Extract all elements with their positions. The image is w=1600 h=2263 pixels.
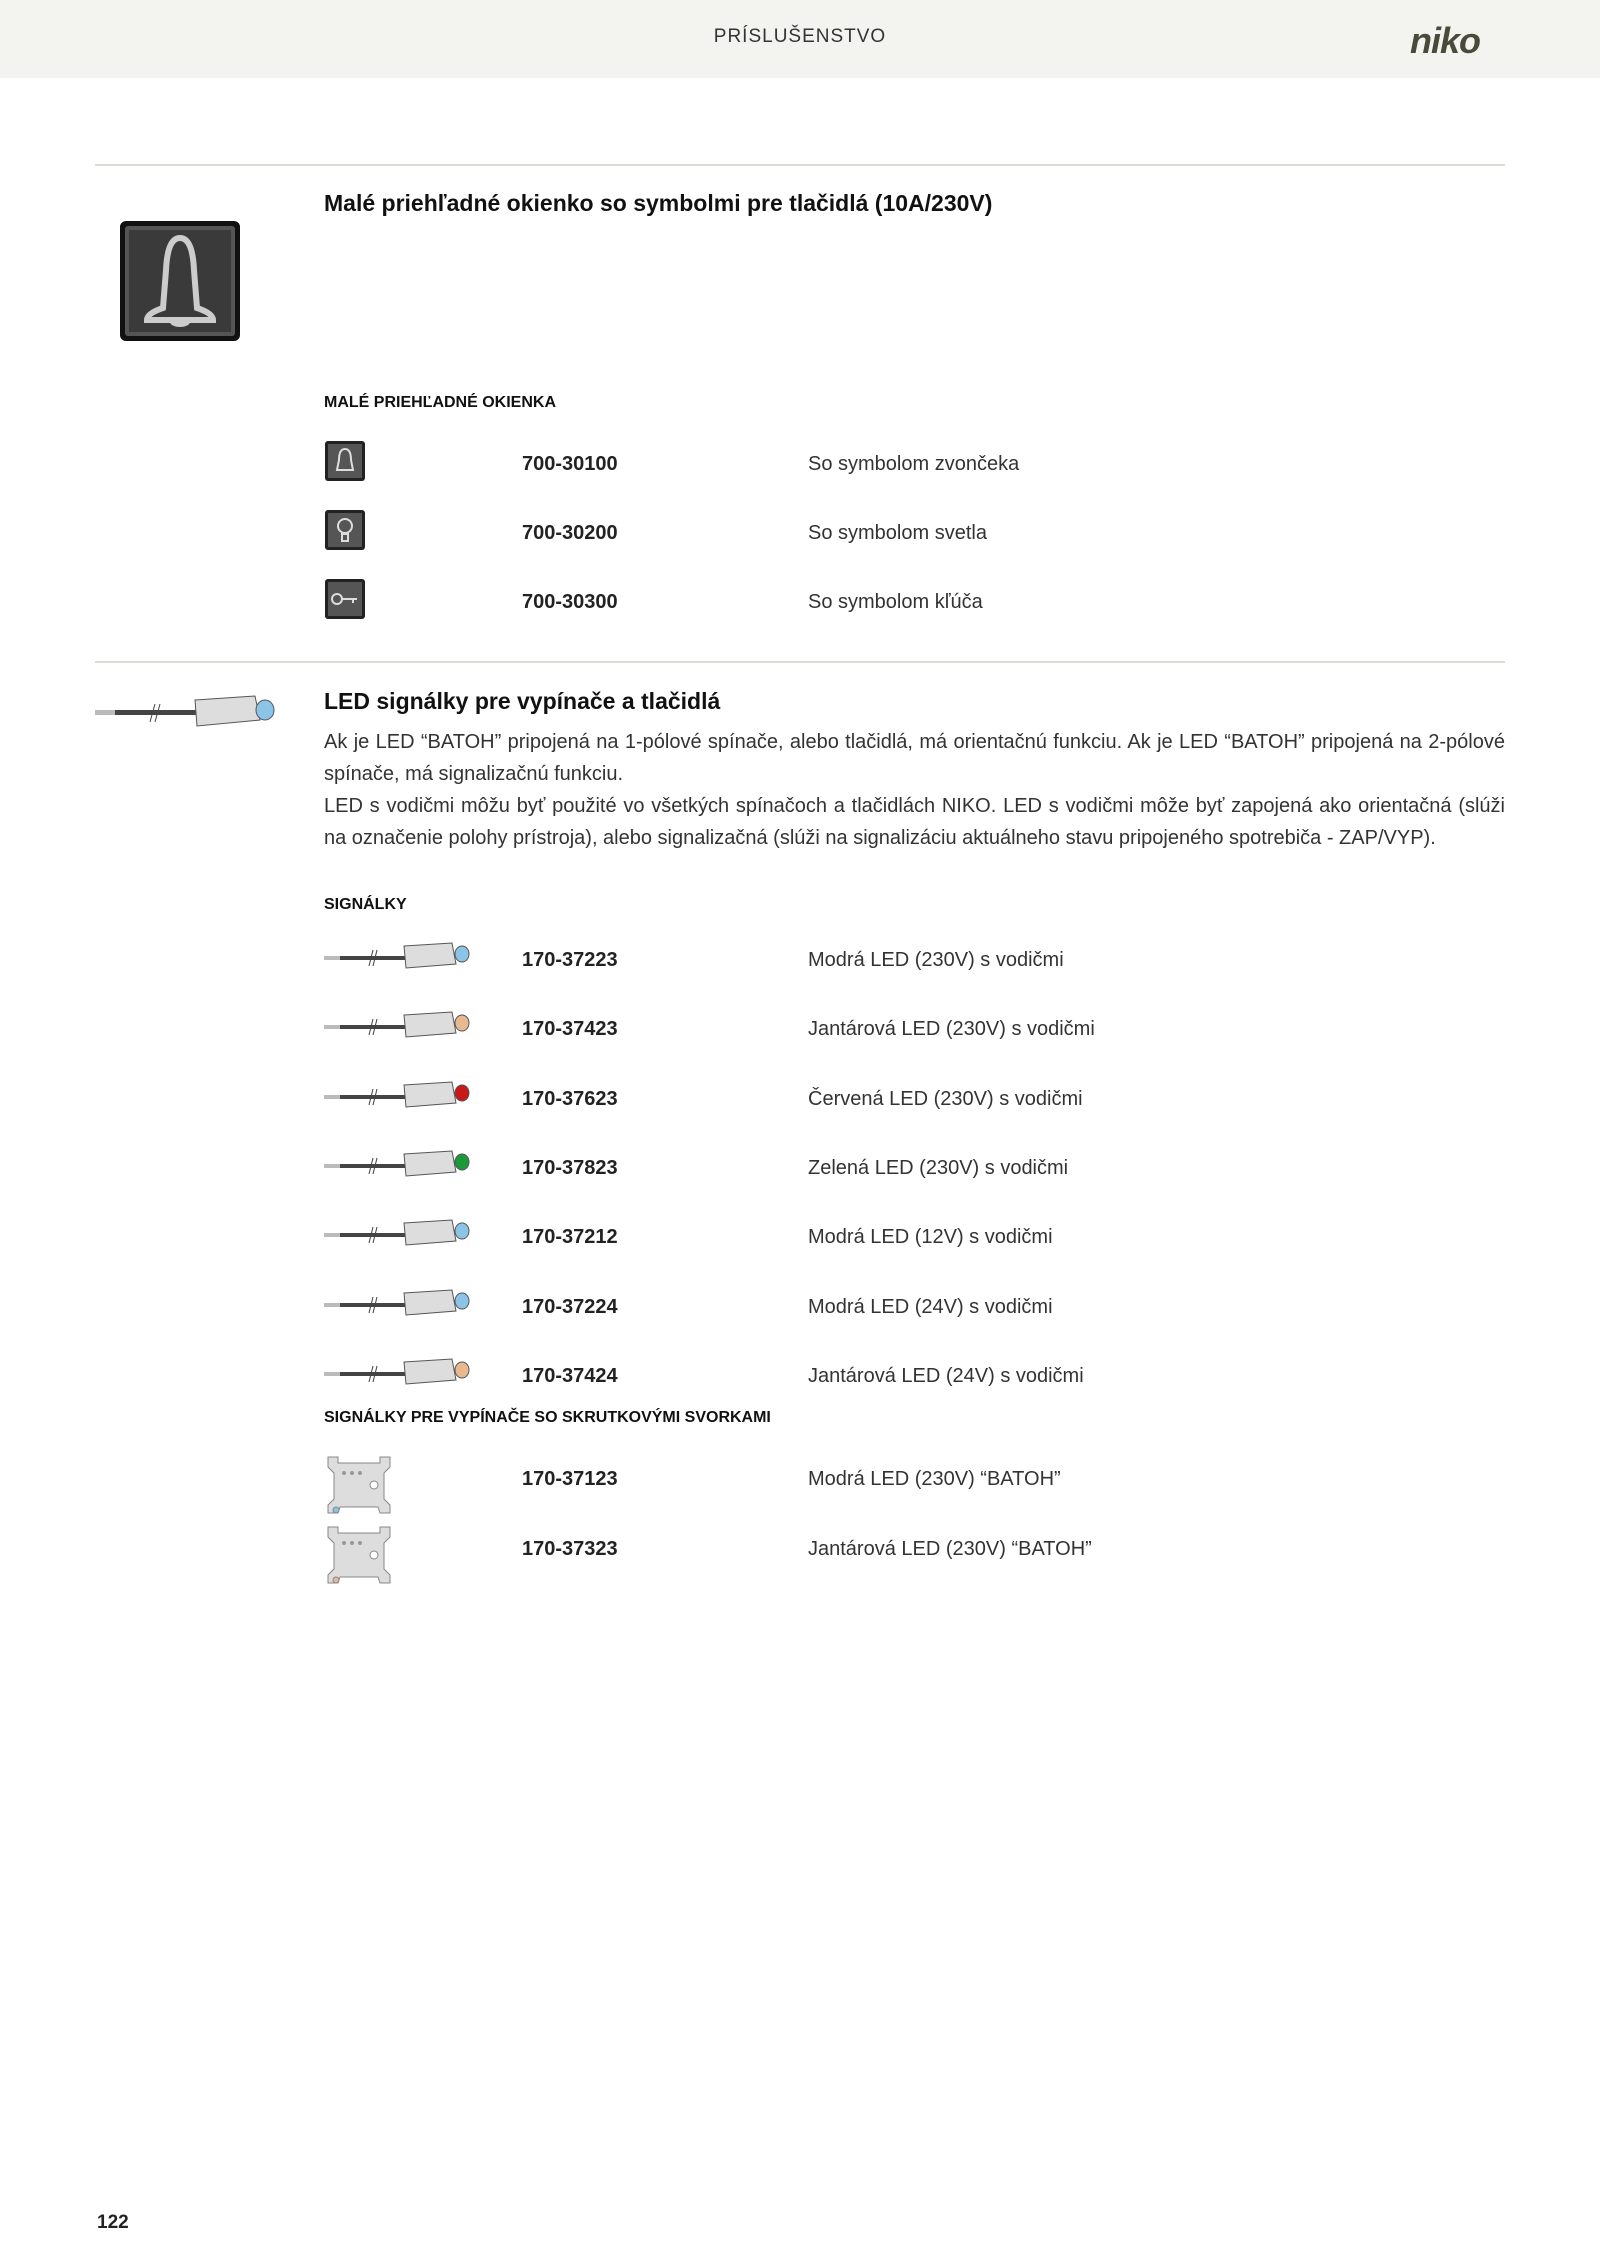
part-number: 170-37123 (522, 1468, 618, 1490)
list-item (324, 1075, 1504, 1125)
bell-icon (324, 440, 366, 482)
list-item (324, 1455, 1504, 1505)
part-number: 700-30300 (522, 591, 618, 613)
key-icon (324, 578, 366, 620)
part-number: 170-37823 (522, 1156, 618, 1179)
description: Jantárová LED (230V) s vodičmi (808, 1018, 1095, 1041)
paragraph: LED s vodičmi môžu byť použité vo všetkých spínačoch a tlačidlách NIKO. LED s vodičmi môže byť zapojená ako orientačná (slúži na označenie polohy prístroja), alebo signalizačná (slúži na signalizáciu aktuálneho stavu pripojeného spotrebiča - ZAP/VYP). (324, 795, 1505, 849)
description: Zelená LED (230V) s vodičmi (808, 1156, 1069, 1179)
list-item (324, 1005, 1504, 1055)
led-wire-icon (324, 1075, 484, 1115)
description: So symbolom zvončeka (808, 453, 1020, 475)
section1-label: MALÉ PRIEHĽADNÉ OKIENKA (324, 394, 557, 411)
list-item (324, 936, 1504, 986)
part-number: 170-37423 (522, 1018, 618, 1041)
description: Jantárová LED (230V) “BATOH” (808, 1537, 1092, 1560)
section2-title: LED signálky pre vypínače a tlačidlá (324, 688, 721, 714)
part-number: 700-30200 (522, 522, 618, 544)
section1-title: Malé priehľadné okienko so symbolmi pre tlačidlá (10A/230V) (324, 190, 993, 216)
bulb-icon (324, 509, 366, 551)
part-number: 170-37212 (522, 1226, 618, 1249)
description: So symbolom svetla (808, 522, 987, 544)
part-number: 170-37424 (522, 1364, 618, 1387)
led-wire-icon (324, 1213, 484, 1253)
part-number: 170-37224 (522, 1295, 618, 1318)
led-wire-icon (324, 1352, 484, 1392)
page-header (0, 0, 1600, 78)
divider (95, 164, 1505, 166)
bell-window-image (119, 220, 241, 342)
description: Modrá LED (230V) s vodičmi (808, 949, 1064, 971)
description: So symbolom kľúča (808, 591, 983, 613)
led-image (95, 690, 280, 730)
batoh-led-icon (324, 1525, 394, 1585)
list-item (324, 1283, 1504, 1333)
led-wire-icon (324, 1144, 484, 1184)
batoh-led-icon (324, 1455, 394, 1515)
section2-label: SIGNÁLKY (324, 896, 407, 913)
description: Jantárová LED (24V) s vodičmi (808, 1364, 1084, 1387)
description: Modrá LED (230V) “BATOH” (808, 1468, 1061, 1490)
led-wire-icon (324, 936, 484, 976)
description: Modrá LED (12V) s vodičmi (808, 1226, 1053, 1249)
description: Modrá LED (24V) s vodičmi (808, 1295, 1053, 1318)
list-item (324, 440, 1504, 490)
list-item (324, 509, 1504, 559)
list-item (324, 1352, 1504, 1402)
description: Červená LED (230V) s vodičmi (808, 1087, 1083, 1110)
list-item (324, 578, 1504, 628)
divider (95, 661, 1505, 663)
part-number: 700-30100 (522, 453, 618, 475)
list-item (324, 1525, 1504, 1575)
led-wire-icon (324, 1283, 484, 1323)
header-title: PRÍSLUŠENSTVO (713, 26, 887, 47)
list-item (324, 1144, 1504, 1194)
paragraph: Ak je LED “BATOH” pripojená na 1-pólové spínače, alebo tlačidlá, má orientačnú funkciu. Ak je LED “BATOH” pripojená na 2-pólové spínače, má signalizačnú funkciu. (324, 731, 1505, 785)
led-wire-icon (324, 1005, 484, 1045)
list-item (324, 1213, 1504, 1263)
part-number: 170-37323 (522, 1537, 618, 1560)
page-number: 122 (97, 2212, 129, 2233)
section2-label2: SIGNÁLKY PRE VYPÍNAČE SO SKRUTKOVÝMI SVORKAMI (324, 1409, 771, 1426)
niko-logo: niko (1410, 20, 1481, 61)
part-number: 170-37223 (522, 949, 618, 971)
section2-description (324, 726, 1505, 854)
part-number: 170-37623 (522, 1087, 618, 1110)
